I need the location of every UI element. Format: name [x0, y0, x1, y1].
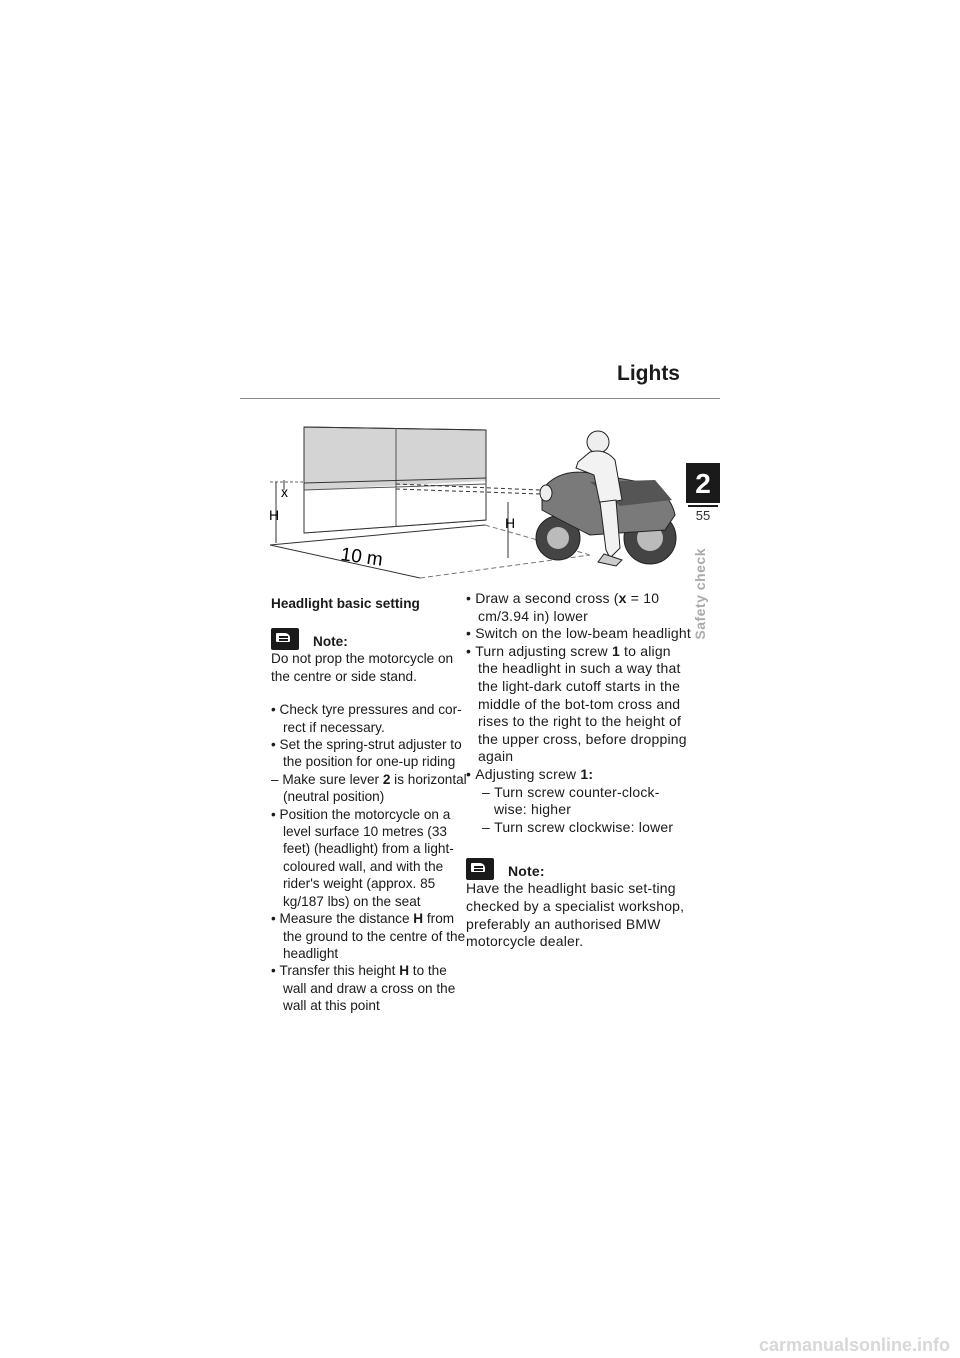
label-h-right: H: [505, 515, 516, 531]
label-distance: 10 m: [339, 544, 385, 571]
note-block: [271, 628, 471, 650]
page-number: 55: [695, 508, 711, 523]
list-item: • Set the spring-strut adjuster to the position for one-up riding: [271, 737, 462, 770]
chapter-tab: 2: [686, 463, 720, 503]
list-item: • Check tyre pressures and cor-rect if necessary.: [271, 702, 462, 735]
sub-list-item: – Turn screw counter-clock-wise: higher: [482, 783, 660, 818]
sub-list-item: – Turn screw clockwise: lower: [482, 818, 674, 835]
note-icon: [271, 628, 299, 650]
left-column: [271, 595, 471, 1015]
section-heading: Headlight basic setting: [271, 596, 420, 611]
list-item: • Turn adjusting screw 1 to align the headlight in such a way that the light-dark cutoff starts in the middle of the bot-tom cross and rises to the right to the height of the upper cross, before dropping again: [466, 642, 687, 765]
list-item: • Measure the distance H from the ground to the centre of the headlight: [271, 911, 466, 961]
watermark: carmanualsonline.info: [758, 1335, 950, 1355]
note-label: Note:: [313, 634, 348, 649]
list-item: • Adjusting screw 1:: [466, 765, 594, 782]
list-item: • Switch on the low-beam headlight: [466, 625, 691, 642]
right-column: [466, 590, 692, 951]
list-item: • Transfer this height H to the wall and draw a cross on the wall at this point: [271, 963, 456, 1014]
page-title: Lights: [617, 362, 680, 385]
list-item: – Make sure lever 2 is horizontal (neutral position): [271, 771, 467, 805]
note-block: [466, 858, 692, 880]
note-icon: [466, 858, 494, 880]
headlight-setting-illustration: [260, 420, 700, 580]
title-divider: [240, 398, 720, 399]
note-text: Have the headlight basic set-ting checked by a specialist workshop, preferably an authorised BMW motorcycle dealer.: [466, 880, 685, 950]
list-item: • Position the motorcycle on a level surface 10 metres (33 feet) (headlight) from a light-coloured wall, and with the rider's weight (approx. 85 kg/187 lbs) on the seat: [271, 806, 454, 909]
note-label: Note:: [508, 862, 545, 879]
label-x: x: [281, 484, 288, 500]
section-label: Safety check: [692, 548, 708, 640]
label-h-left: H: [269, 507, 280, 523]
list-item: • Draw a second cross (x = 10 cm/3.94 in) lower: [466, 590, 660, 624]
note-text: Do not prop the motorcycle on the centre or side stand.: [271, 651, 454, 684]
